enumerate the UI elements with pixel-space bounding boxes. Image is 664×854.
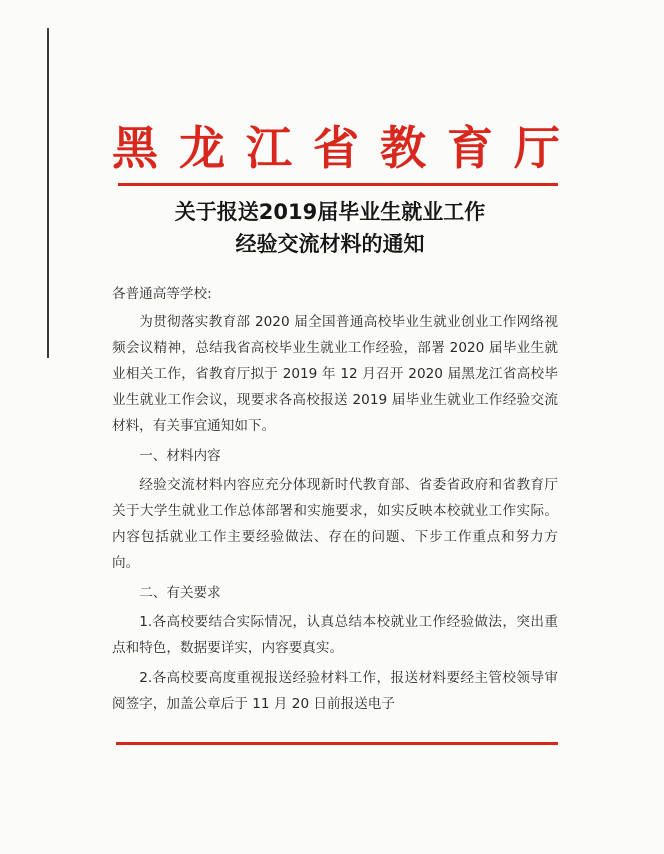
section-2-heading: 二、有关要求 xyxy=(139,585,221,601)
title-line-1: 关于报送2019届毕业生就业工作 xyxy=(174,200,486,224)
header-red-rule xyxy=(118,183,558,186)
header-char: 育 xyxy=(447,121,493,175)
intro-paragraph: 为贯彻落实教育部 2020 届全国普通高校毕业生就业创业工作网络视频会议精神，总结我省高校毕业生就业工作经验，部署 2020 届毕业生就业相关工作，省教育厅拟于 2019 年 12 月召开 2020 届黑龙江省高校毕业生就业工作会议，现要求各高校报送 2019 届毕业生就业工作经验交流材料，有关事宜通知如下。 xyxy=(112,314,558,434)
header-char: 省 xyxy=(313,121,359,175)
header-char: 黑 xyxy=(112,121,158,175)
section-1-heading: 一、材料内容 xyxy=(139,448,221,464)
section-1-paragraph: 经验交流材料内容应充分体现新时代教育部、省委省政府和省教育厅关于大学生就业工作总体部署和实施要求，如实反映本校就业工作实际。内容包括就业工作主要经验做法、存在的问题、下步工作重点和努力方向。 xyxy=(112,477,558,571)
requirement-2-paragraph: 2.各高校要高度重视报送经验材料工作，报送材料要经主管校领导审阅签字，加盖公章后于 11 月 20 日前报送电子 xyxy=(112,670,558,712)
document-body xyxy=(112,281,558,721)
header-char: 厅 xyxy=(514,121,560,175)
header-char: 江 xyxy=(246,121,292,175)
salutation: 各普通高等学校: xyxy=(112,286,212,302)
footer-red-rule xyxy=(116,742,558,745)
header-char: 教 xyxy=(380,121,426,175)
document-title xyxy=(130,196,530,260)
scan-edge-line xyxy=(47,28,49,358)
issuer-header xyxy=(112,118,560,178)
title-line-2: 经验交流材料的通知 xyxy=(235,232,425,256)
requirement-1-paragraph: 1.各高校要结合实际情况，认真总结本校就业工作经验做法，突出重点和特色，数据要详实，内容要真实。 xyxy=(112,614,558,656)
header-char: 龙 xyxy=(179,121,225,175)
